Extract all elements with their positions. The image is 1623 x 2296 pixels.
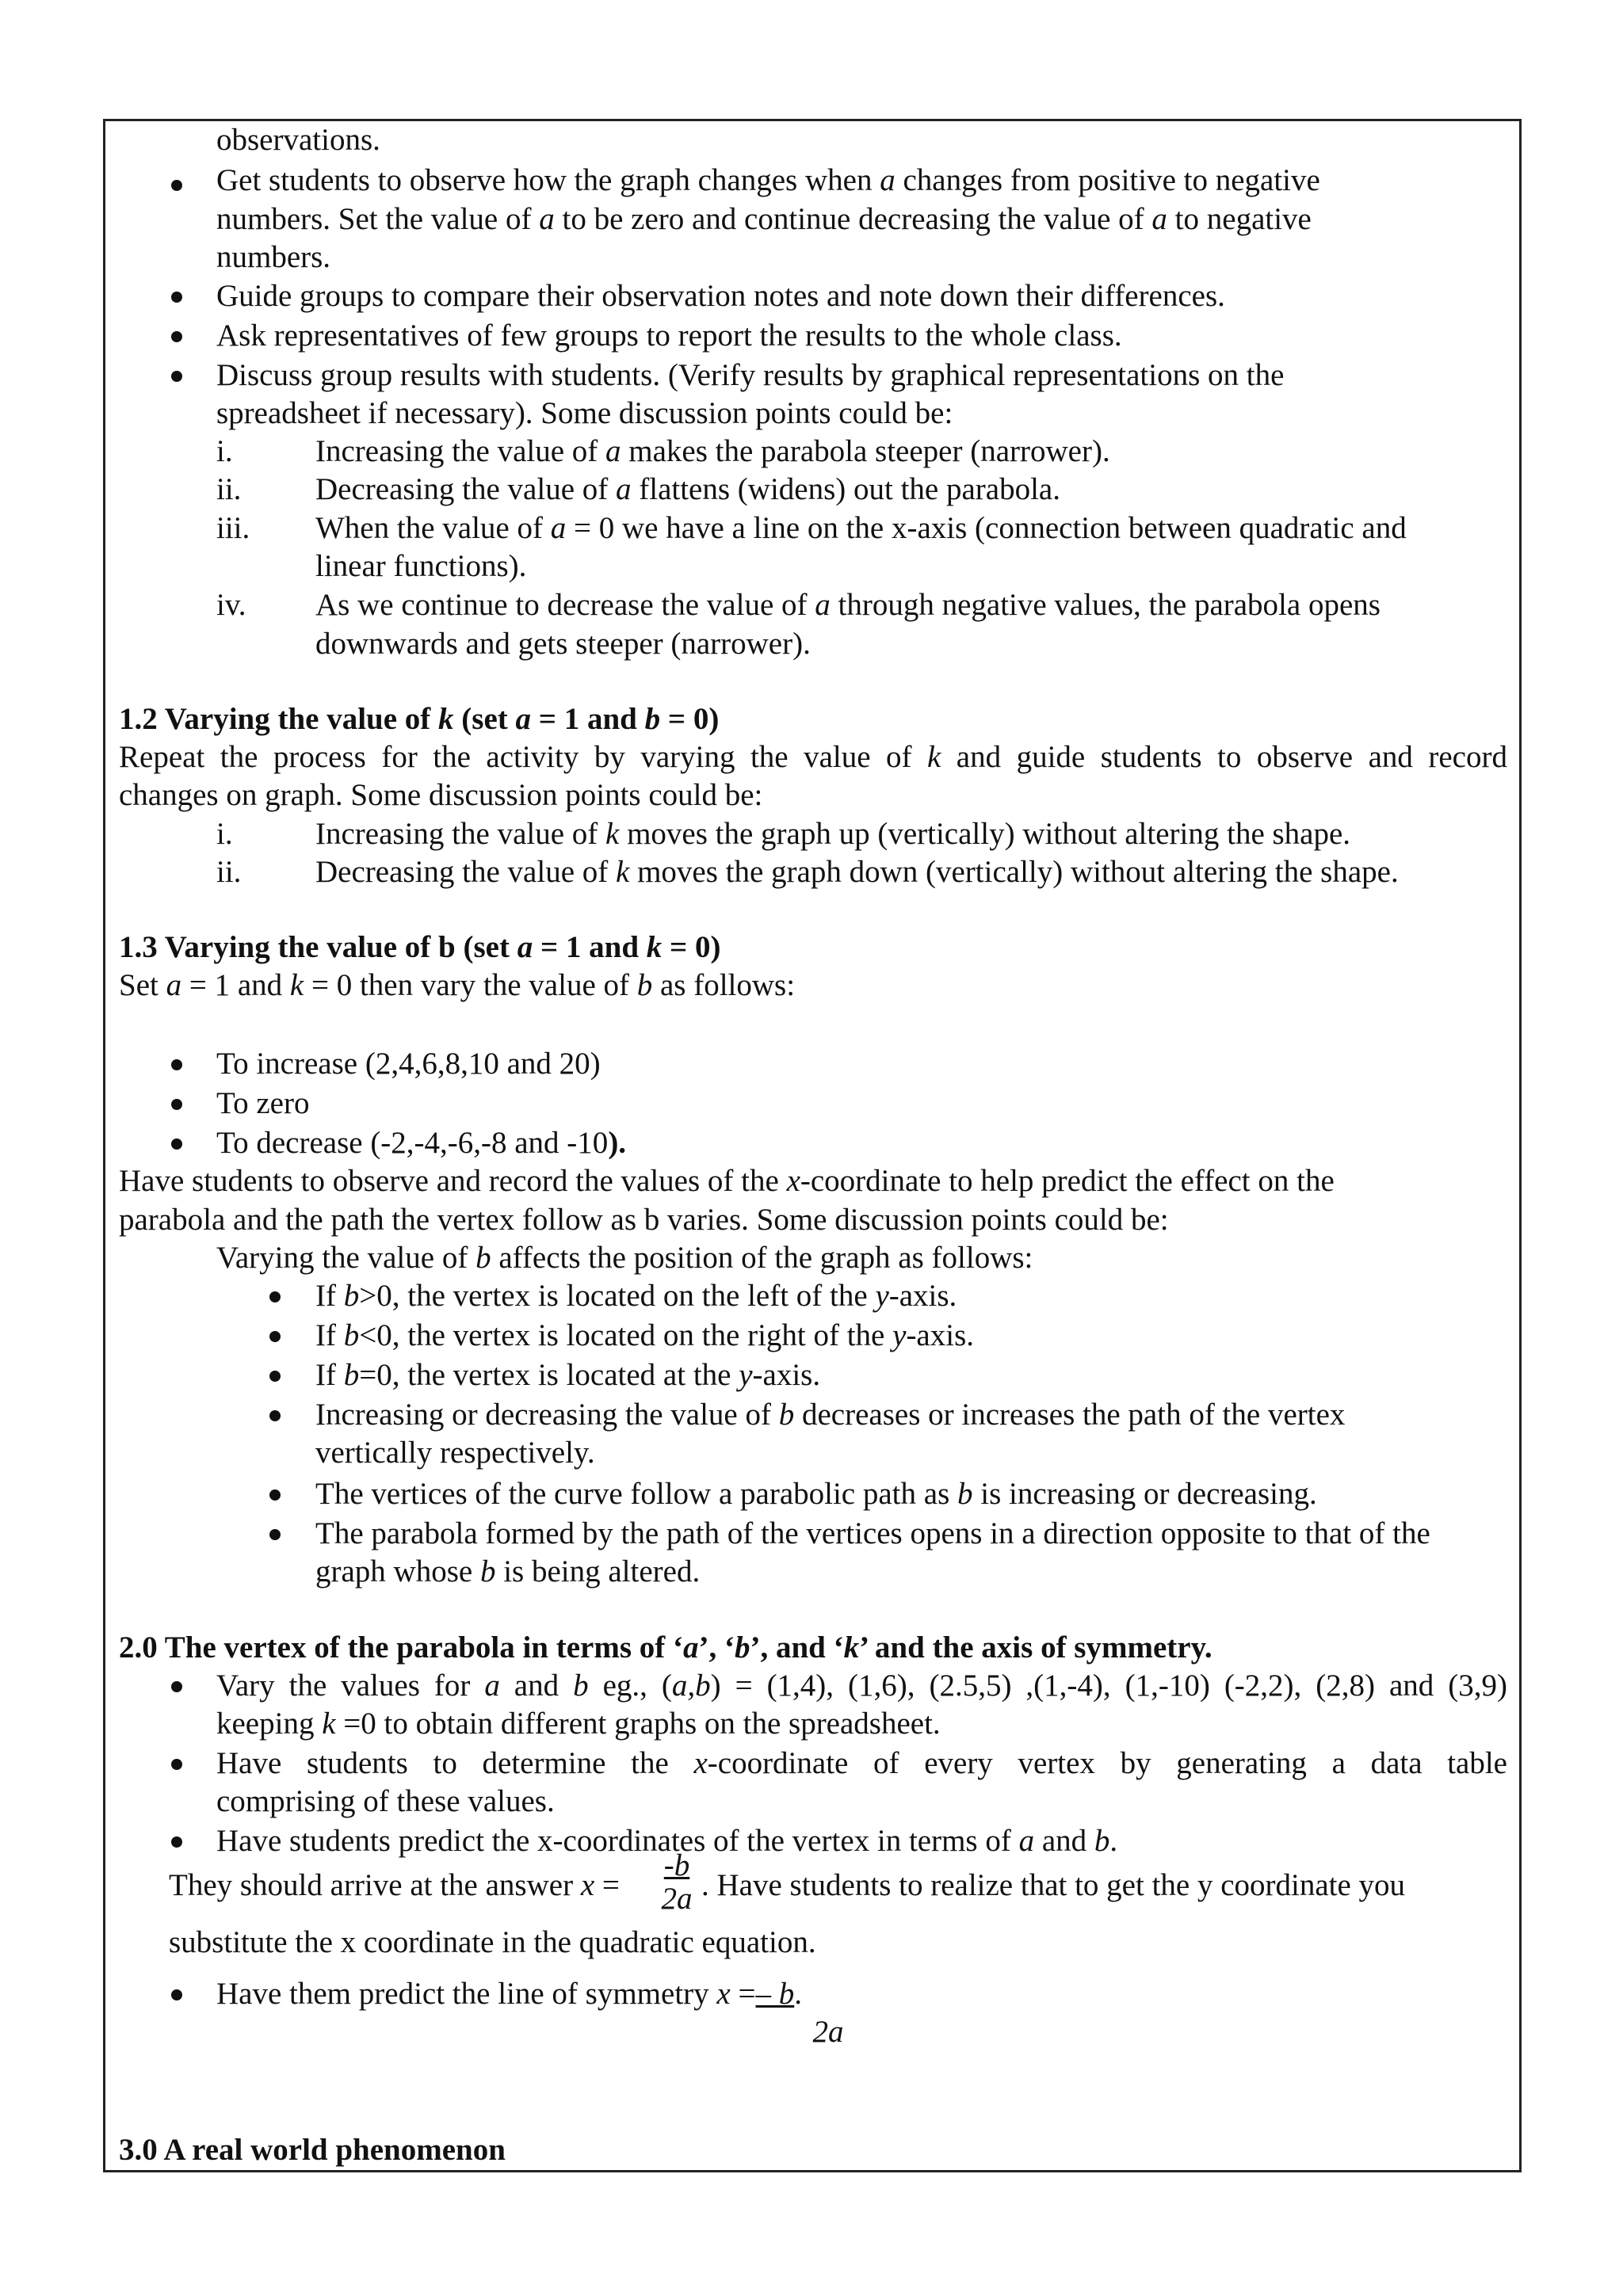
fraction-denominator: 2a bbox=[812, 2015, 844, 2049]
text-line: Get students to observe how the graph changes when a changes from positive to negative bbox=[216, 163, 1320, 197]
list-item: vertically respectively. bbox=[315, 1436, 595, 1470]
list-item: Decreasing the value of k moves the graph down (vertically) without altering the shape. bbox=[315, 855, 1399, 889]
text-line: numbers. Set the value of a to be zero and continue decreasing the value of a to negative bbox=[216, 202, 1312, 236]
bullet-icon bbox=[269, 1410, 281, 1421]
bullet-icon bbox=[269, 1371, 281, 1382]
list-number: iv. bbox=[216, 588, 246, 622]
list-number: ii. bbox=[216, 472, 242, 506]
bullet-icon bbox=[171, 1138, 182, 1150]
fraction-denominator: 2a bbox=[661, 1882, 693, 1916]
list-item: If b>0, the vertex is located on the left of the y-axis. bbox=[315, 1279, 957, 1313]
paragraph-line: parabola and the path the vertex follow as b varies. Some discussion points could be: bbox=[119, 1203, 1169, 1237]
text-line: Ask representatives of few groups to report the results to the whole class. bbox=[216, 318, 1122, 353]
section-heading: 3.0 A real world phenomenon bbox=[119, 2133, 506, 2167]
bullet-icon bbox=[171, 331, 182, 342]
bullet-icon bbox=[269, 1489, 281, 1501]
paragraph-line: They should arrive at the answer x = bbox=[169, 1868, 620, 1902]
paragraph-line: changes on graph. Some discussion points could be: bbox=[119, 778, 763, 812]
list-item: downwards and gets steeper (narrower). bbox=[315, 627, 811, 661]
paragraph-line: substitute the x coordinate in the quadratic equation. bbox=[169, 1925, 816, 1959]
list-item: If b<0, the vertex is located on the right of the y-axis. bbox=[315, 1318, 974, 1352]
list-item: keeping k =0 to obtain different graphs on the spreadsheet. bbox=[216, 1707, 941, 1741]
list-number: iii. bbox=[216, 511, 250, 545]
list-item: The parabola formed by the path of the vertices opens in a direction opposite to that of the bbox=[315, 1516, 1430, 1550]
bullet-icon bbox=[171, 1989, 182, 2000]
list-item: If b=0, the vertex is located at the y-axis. bbox=[315, 1358, 821, 1392]
bullet-icon bbox=[171, 371, 182, 382]
list-number: i. bbox=[216, 817, 233, 851]
list-item: Have students to determine the x-coordinate of every vertex by generating a data table bbox=[216, 1746, 1507, 1780]
bullet-icon bbox=[171, 292, 182, 303]
paragraph-line: . Have students to realize that to get the y coordinate you bbox=[701, 1868, 1406, 1902]
text-line: observations. bbox=[216, 123, 380, 157]
list-item: Decreasing the value of a flattens (widens) out the parabola. bbox=[315, 472, 1060, 506]
list-item: Have students predict the x-coordinates of the vertex in terms of a and b. bbox=[216, 1824, 1118, 1858]
bullet-icon bbox=[171, 180, 182, 191]
list-number: i. bbox=[216, 434, 233, 468]
section-heading: 2.0 The vertex of the parabola in terms of ‘a’, ‘b’, and ‘k’ and the axis of symmetry. bbox=[119, 1630, 1212, 1665]
bullet-icon bbox=[269, 1529, 281, 1540]
paragraph-line: Repeat the process for the activity by varying the value of k and guide students to observe and record bbox=[119, 740, 1507, 774]
list-number: ii. bbox=[216, 855, 242, 889]
section-heading: 1.2 Varying the value of k (set a = 1 and b = 0) bbox=[119, 702, 720, 736]
list-item: To zero bbox=[216, 1086, 310, 1120]
text-line: Discuss group results with students. (Verify results by graphical representations on the bbox=[216, 358, 1285, 392]
text-line: spreadsheet if necessary). Some discussion points could be: bbox=[216, 396, 953, 430]
section-heading: 1.3 Varying the value of b (set a = 1 and k = 0) bbox=[119, 930, 721, 964]
paragraph-line: Have students to observe and record the values of the x-coordinate to help predict the effect on the bbox=[119, 1164, 1335, 1198]
bullet-icon bbox=[269, 1331, 281, 1342]
list-item: As we continue to decrease the value of a through negative values, the parabola opens bbox=[315, 588, 1381, 622]
fraction-numerator: -b bbox=[663, 1848, 690, 1882]
text-line: numbers. bbox=[216, 240, 331, 274]
list-item: comprising of these values. bbox=[216, 1784, 555, 1818]
list-item: When the value of a = 0 we have a line on the x-axis (connection between quadratic and bbox=[315, 511, 1407, 545]
list-item: To decrease (-2,-4,-6,-8 and -10). bbox=[216, 1126, 627, 1160]
bullet-icon bbox=[171, 1836, 182, 1848]
text-line: Guide groups to compare their observation notes and note down their differences. bbox=[216, 279, 1225, 313]
list-item: graph whose b is being altered. bbox=[315, 1554, 701, 1589]
bullet-icon bbox=[171, 1099, 182, 1110]
bullet-icon bbox=[171, 1759, 182, 1770]
list-item: Vary the values for a and b eg., (a,b) = (1,4), (1,6), (2.5,5) ,(1,-4), (1,-10) (-2,2), (2,8) and (3,9) bbox=[216, 1669, 1507, 1703]
list-item: Have them predict the line of symmetry x =– b. bbox=[216, 1977, 802, 2011]
list-item: The vertices of the curve follow a parabolic path as b is increasing or decreasing. bbox=[315, 1477, 1317, 1511]
paragraph-line: Varying the value of b affects the position of the graph as follows: bbox=[216, 1241, 1033, 1275]
list-item: Increasing or decreasing the value of b decreases or increases the path of the vertex bbox=[315, 1398, 1346, 1432]
bullet-icon bbox=[269, 1291, 281, 1302]
list-item: Increasing the value of a makes the parabola steeper (narrower). bbox=[315, 434, 1110, 468]
bullet-icon bbox=[171, 1059, 182, 1070]
bullet-icon bbox=[171, 1681, 182, 1692]
list-item: To increase (2,4,6,8,10 and 20) bbox=[216, 1047, 601, 1081]
list-item: linear functions). bbox=[315, 549, 527, 583]
paragraph-line: Set a = 1 and k = 0 then vary the value of b as follows: bbox=[119, 968, 796, 1002]
list-item: Increasing the value of k moves the graph up (vertically) without altering the shape. bbox=[315, 817, 1351, 851]
